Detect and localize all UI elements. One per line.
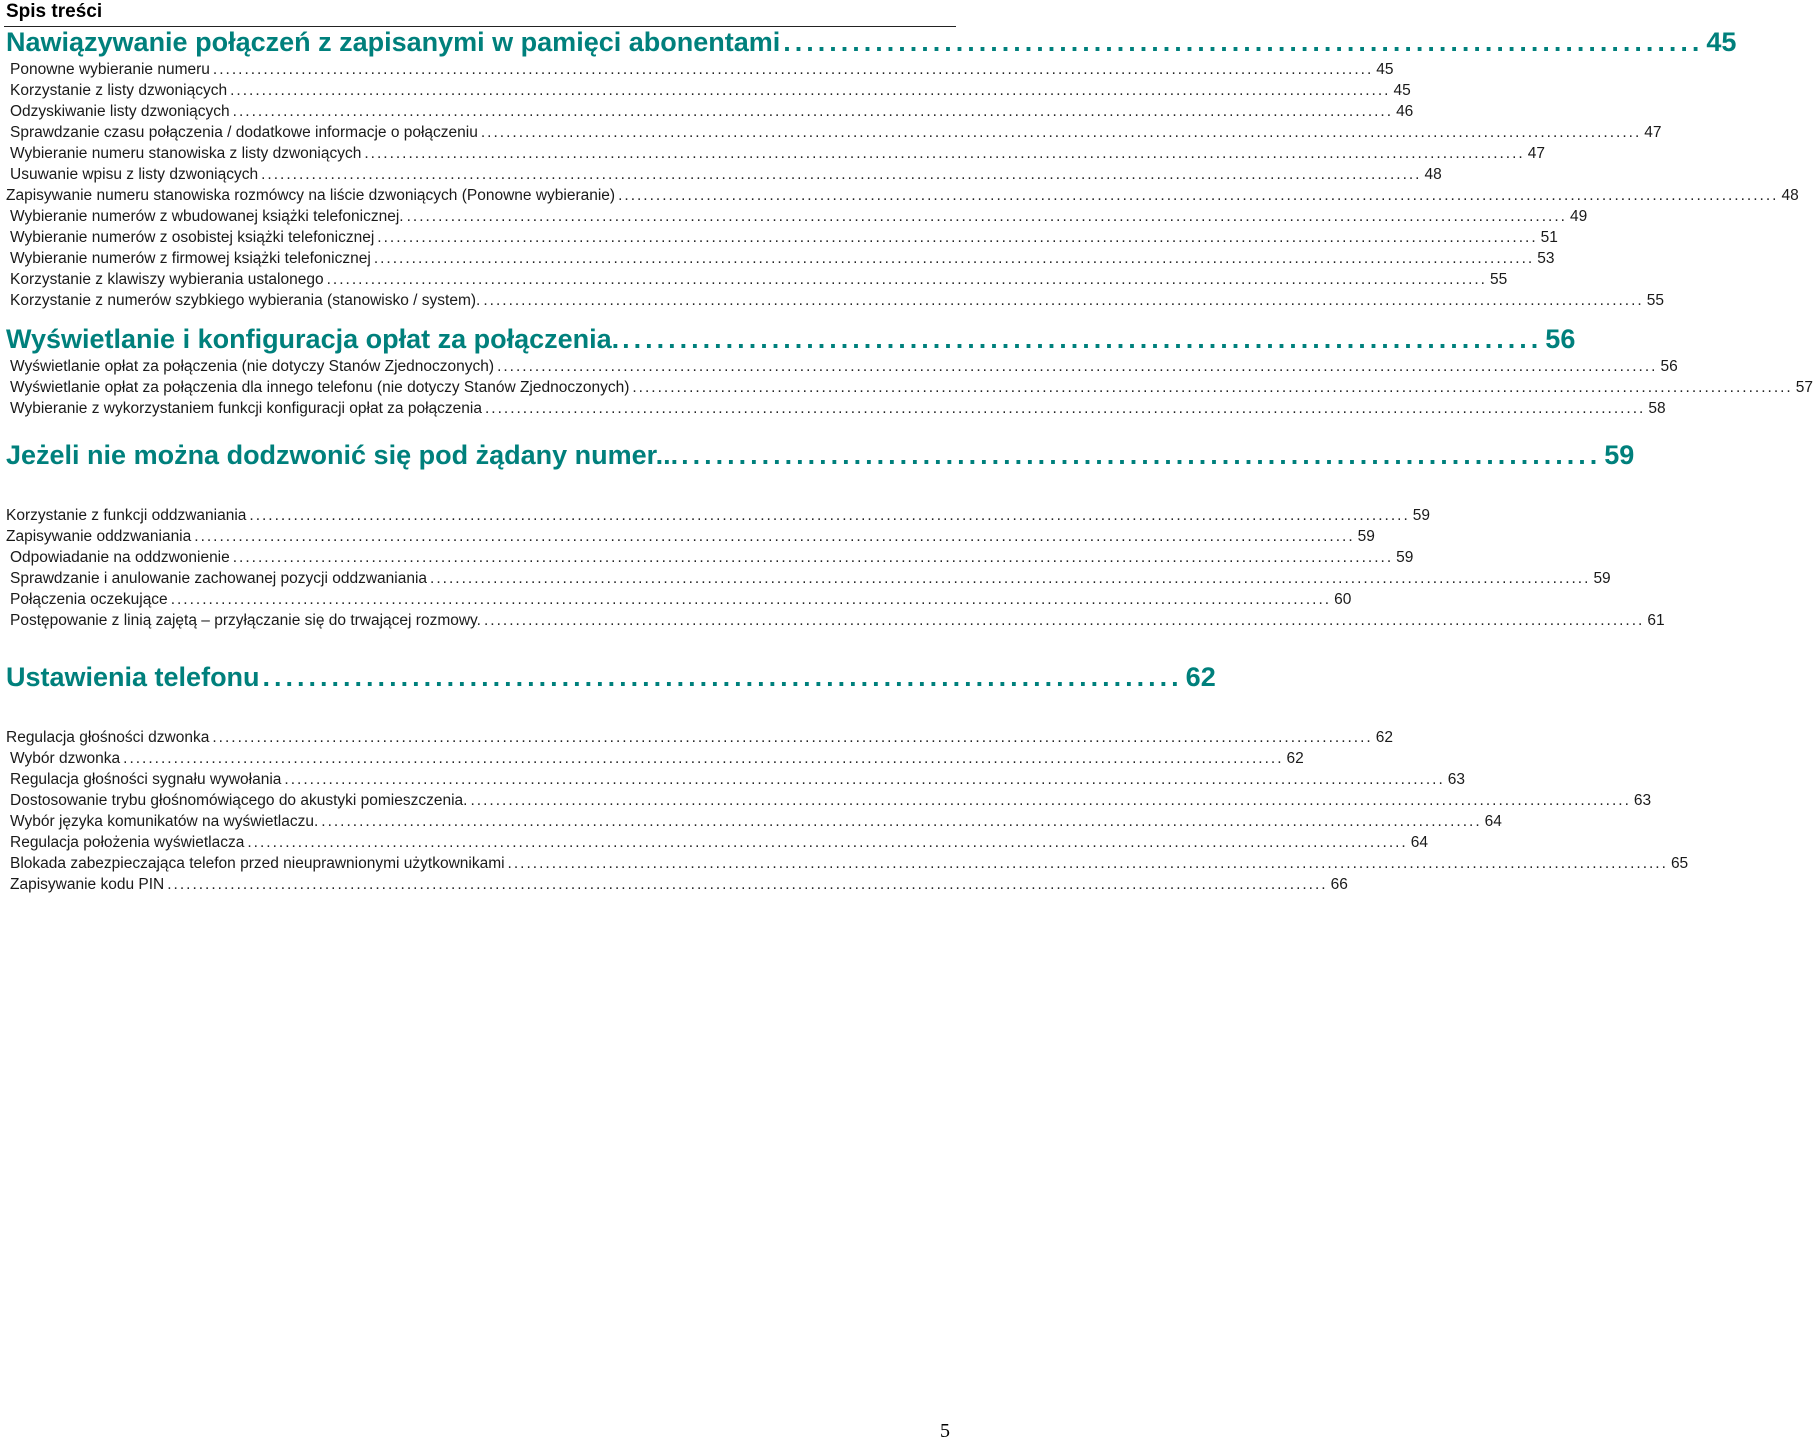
entry-page: 61 <box>1647 612 1665 629</box>
entry-label: Korzystanie z numerów szybkiego wybierania (stanowisko / system). <box>10 292 481 309</box>
entry-label: Wyświetlanie opłat za połączenia (nie dotyczy Stanów Zjednoczonych) <box>10 358 495 375</box>
dot-leader: ................................................................................ <box>622 324 1543 354</box>
entry-page: 63 <box>1447 771 1466 788</box>
section-title: Ustawienia telefonu <box>6 662 260 692</box>
section-title: Jeżeli nie można dodzwonić się pod żądany numer... <box>6 440 679 470</box>
entry-label: Wybieranie numerów z wbudowanej książki telefonicznej. <box>10 208 404 225</box>
entry-page: 62 <box>1286 750 1304 767</box>
dot-leader: ........................................................................................................................................................................................ <box>212 729 1373 746</box>
entry-page: 59 <box>1593 570 1611 587</box>
entry-label: Usuwanie wpisu z listy dzwoniących <box>10 166 259 183</box>
dot-leader: ........................................................................................................................................................................................ <box>484 400 1646 417</box>
page-header <box>4 0 956 27</box>
entry-page: 63 <box>1633 792 1652 809</box>
toc-entry[interactable] <box>10 229 1558 249</box>
dot-leader: ........................................................................................................................................................................................ <box>261 166 1422 183</box>
toc-section-heading[interactable] <box>6 324 1576 358</box>
entry-label: Wybór dzwonka <box>10 750 121 767</box>
toc-entry[interactable] <box>10 400 1666 420</box>
entry-label: Sprawdzanie i anulowanie zachowanej pozycji oddzwaniania <box>10 570 428 587</box>
entry-label: Dostosowanie trybu głośnomówiącego do akustyki pomieszczenia. <box>10 792 468 809</box>
toc-entry[interactable] <box>10 750 1304 770</box>
entry-label: Blokada zabezpieczająca telefon przed nieuprawnionymi użytkownikami <box>10 855 505 872</box>
entry-label: Korzystanie z listy dzwoniących <box>10 82 228 99</box>
dot-leader: ................................................................................ <box>783 27 1704 57</box>
entry-label: Połączenia oczekujące <box>10 591 168 608</box>
dot-leader: ........................................................................................................................................................................................ <box>632 379 1793 396</box>
dot-leader: ........................................................................................................................................................................................ <box>170 591 1332 608</box>
entry-label: Zapisywanie numeru stanowiska rozmówcy na liście dzwoniących (Ponowne wybieranie) <box>6 187 616 204</box>
entry-label: Ponowne wybieranie numeru <box>10 61 210 78</box>
toc-entry[interactable] <box>10 570 1611 590</box>
toc-entry[interactable] <box>10 124 1662 144</box>
entry-page: 48 <box>1781 187 1799 204</box>
entry-page: 49 <box>1569 208 1588 225</box>
dot-leader: ........................................................................................................................................................................................ <box>483 292 1644 309</box>
dot-leader: ................................................................................ <box>681 440 1602 470</box>
entry-label: Wybieranie numerów z firmowej książki telefonicznej <box>10 250 371 267</box>
entry-label: Sprawdzanie czasu połączenia / dodatkowe informacje o połączeniu <box>10 124 478 141</box>
dot-leader: ........................................................................................................................................................................................ <box>212 61 1374 78</box>
dot-leader: ........................................................................................................................................................................................ <box>507 855 1668 872</box>
entry-label: Odpowiadanie na oddzwonienie <box>10 549 230 566</box>
entry-label: Zapisywanie oddzwaniania <box>6 528 192 545</box>
toc-entry[interactable] <box>10 358 1678 378</box>
toc-entry[interactable] <box>10 612 1665 632</box>
page-header-title: Spis treści <box>6 1 103 22</box>
entry-page: 51 <box>1540 229 1558 246</box>
dot-leader: ........................................................................................................................................................................................ <box>326 271 1487 288</box>
section-page: 45 <box>1706 27 1737 57</box>
section-page: 56 <box>1545 324 1576 354</box>
dot-leader: ........................................................................................................................................................................................ <box>232 103 1394 120</box>
section-page: 62 <box>1185 662 1216 692</box>
entry-page: 46 <box>1396 103 1414 120</box>
toc-section-heading[interactable] <box>6 27 1737 61</box>
entry-page: 62 <box>1375 729 1393 746</box>
dot-leader: ........................................................................................................................................................................................ <box>430 570 1591 587</box>
dot-leader: ........................................................................................................................................................................................ <box>483 612 1645 629</box>
dot-leader: ........................................................................................................................................................................................ <box>364 145 1525 162</box>
entry-page: 56 <box>1660 358 1678 375</box>
toc-entry[interactable] <box>10 813 1502 833</box>
entry-page: 48 <box>1424 166 1442 183</box>
section-page: 59 <box>1604 440 1635 470</box>
dot-leader: ........................................................................................................................................................................................ <box>480 124 1642 141</box>
dot-leader: ........................................................................................................................................................................................ <box>470 792 1631 809</box>
entry-page: 53 <box>1537 250 1555 267</box>
entry-label: Wybieranie numeru stanowiska z listy dzwoniących <box>10 145 362 162</box>
toc-entry[interactable] <box>10 292 1664 312</box>
entry-label: Wybieranie numerów z osobistej książki telefonicznej <box>10 229 375 246</box>
entry-label: Odzyskiwanie listy dzwoniących <box>10 103 230 120</box>
toc-section-heading[interactable] <box>6 662 1216 696</box>
entry-page: 59 <box>1412 507 1431 524</box>
dot-leader: ........................................................................................................................................................................................ <box>247 834 1408 851</box>
entry-label: Regulacja położenia wyświetlacza <box>10 834 245 851</box>
toc-entry[interactable] <box>10 208 1588 228</box>
toc-entry[interactable] <box>10 591 1352 611</box>
dot-leader: ........................................................................................................................................................................................ <box>194 528 1355 545</box>
entry-label: Regulacja głośności dzwonka <box>6 729 210 746</box>
toc-entry[interactable] <box>10 771 1466 791</box>
dot-leader: ........................................................................................................................................................................................ <box>249 507 1410 524</box>
toc-entry[interactable] <box>6 528 1375 548</box>
toc-entry[interactable] <box>10 549 1414 569</box>
entry-page: 59 <box>1396 549 1414 566</box>
toc-entry[interactable] <box>10 250 1555 270</box>
toc-entry[interactable] <box>10 61 1394 81</box>
dot-leader: ................................................................................ <box>262 662 1183 692</box>
dot-leader: ........................................................................................................................................................................................ <box>123 750 1284 767</box>
entry-page: 45 <box>1393 82 1411 99</box>
toc-entry[interactable] <box>10 271 1508 291</box>
entry-page: 45 <box>1376 61 1394 78</box>
entry-page: 59 <box>1357 528 1375 545</box>
entry-page: 60 <box>1334 591 1352 608</box>
entry-page: 64 <box>1410 834 1428 851</box>
entry-page: 58 <box>1648 400 1666 417</box>
toc-entry[interactable] <box>10 792 1652 812</box>
dot-leader: ........................................................................................................................................................................................ <box>230 82 1391 99</box>
entry-label: Wyświetlanie opłat za połączenia dla innego telefonu (nie dotyczy Stanów Zjednoczonych) <box>10 379 630 396</box>
dot-leader: ........................................................................................................................................................................................ <box>167 876 1328 893</box>
dot-leader: ........................................................................................................................................................................................ <box>377 229 1538 246</box>
toc-entry[interactable] <box>10 145 1545 165</box>
entry-label: Regulacja głośności sygnału wywołania <box>10 771 282 788</box>
entry-page: 66 <box>1330 876 1348 893</box>
entry-label: Wybór języka komunikatów na wyświetlaczu. <box>10 813 319 830</box>
entry-page: 64 <box>1484 813 1502 830</box>
dot-leader: ........................................................................................................................................................................................ <box>373 250 1535 267</box>
entry-label: Zapisywanie kodu PIN <box>10 876 165 893</box>
dot-leader: ........................................................................................................................................................................................ <box>284 771 1445 788</box>
toc-entry[interactable] <box>10 855 1689 875</box>
entry-page: 57 <box>1795 379 1813 396</box>
dot-leader: ........................................................................................................................................................................................ <box>321 813 1482 830</box>
toc-section-heading[interactable] <box>6 440 1635 474</box>
toc-entry[interactable] <box>6 729 1393 749</box>
entry-page: 47 <box>1644 124 1662 141</box>
toc-entry[interactable] <box>10 834 1428 854</box>
toc-entry[interactable] <box>10 379 1813 399</box>
toc-entry[interactable] <box>10 82 1411 102</box>
toc-entry[interactable] <box>10 876 1348 896</box>
dot-leader: ........................................................................................................................................................................................ <box>406 208 1567 225</box>
dot-leader: ........................................................................................................................................................................................ <box>618 187 1779 204</box>
toc-entry[interactable] <box>6 507 1431 527</box>
toc-entry[interactable] <box>10 166 1442 186</box>
entry-label: Wybieranie z wykorzystaniem funkcji konfiguracji opłat za połączenia <box>10 400 482 417</box>
toc-entry[interactable] <box>6 187 1799 207</box>
dot-leader: ........................................................................................................................................................................................ <box>497 358 1658 375</box>
entry-label: Korzystanie z klawiszy wybierania ustalonego <box>10 271 324 288</box>
page-number: 5 <box>940 1420 950 1442</box>
section-title: Wyświetlanie i konfiguracja opłat za połączenia. <box>6 324 620 354</box>
entry-page: 55 <box>1646 292 1664 309</box>
entry-label: Postępowanie z linią zajętą – przyłączanie się do trwającej rozmowy. <box>10 612 481 629</box>
entry-page: 47 <box>1527 145 1545 162</box>
entry-page: 55 <box>1490 271 1508 288</box>
dot-leader: ........................................................................................................................................................................................ <box>232 549 1394 566</box>
toc-entry[interactable] <box>10 103 1414 123</box>
section-title: Nawiązywanie połączeń z zapisanymi w pamięci abonentami <box>6 27 781 57</box>
entry-label: Korzystanie z funkcji oddzwaniania <box>6 507 247 524</box>
entry-page: 65 <box>1670 855 1689 872</box>
